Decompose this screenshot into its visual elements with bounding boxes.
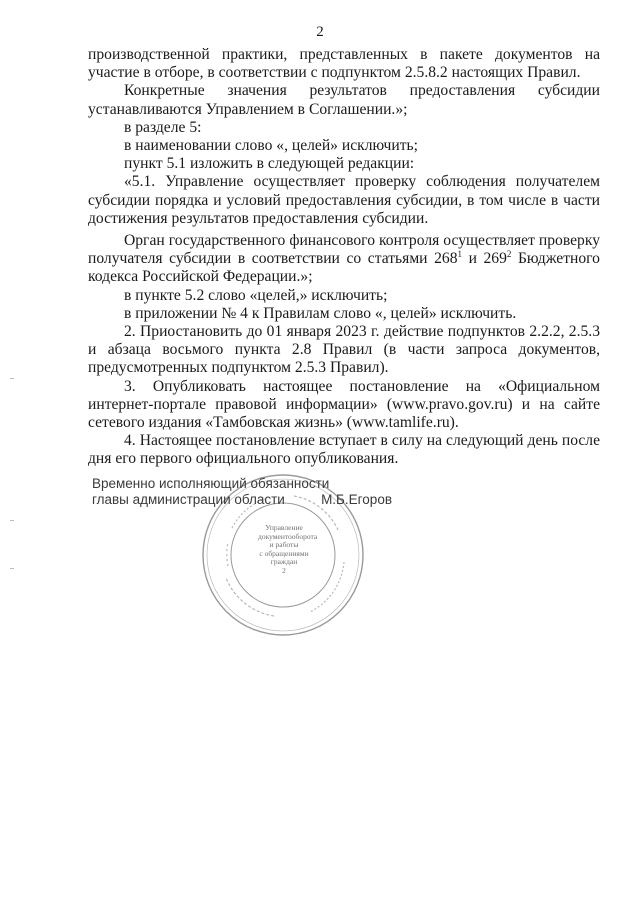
scan-margin-mark xyxy=(10,520,14,521)
paragraph-5: пункт 5.1 изложить в следующей редакции: xyxy=(124,155,415,173)
paragraph-10: 2. Приостановить до 01 января 2023 г. действие подпунктов 2.2.2, 2.5.3 и абзаца восьмого пункта 2.8 Правил (в части запроса документов, предусмотренных подпунктом 2.5.3 Правил). xyxy=(88,323,600,377)
document-body xyxy=(88,46,600,469)
paragraph-7-part-b: и 269 xyxy=(462,250,507,268)
stamp-line: и работы xyxy=(269,540,299,550)
paragraph-7 xyxy=(88,232,600,287)
paragraph-3: в разделе 5: xyxy=(124,118,202,136)
paragraph-2: Конкретные значения результатов предоставления субсидии устанавливаются Управлением в Соглашении.»; xyxy=(88,82,600,118)
page-number: 2 xyxy=(316,24,324,40)
signatory-title-line-1: Временно исполняющий обязанности xyxy=(92,476,330,491)
superscript-1: 1 xyxy=(457,249,462,260)
stamp-line: граждан xyxy=(270,557,298,567)
paragraph-8: в пункте 5.2 слово «целей,» исключить; xyxy=(124,286,388,304)
scan-margin-mark xyxy=(10,568,14,569)
stamp-text xyxy=(258,523,318,576)
signatory-name: М.Б.Егоров xyxy=(321,492,392,507)
paragraph-7-part-c: Бюджетного кодекса Российской Федерации.»; xyxy=(88,250,600,286)
stamp-line: Управление xyxy=(265,523,303,532)
stamp-line: с обращениями xyxy=(259,548,309,558)
stamp-line: 2 xyxy=(282,565,286,575)
signature-row xyxy=(92,492,392,508)
paragraph-7-part-a: Орган государственного финансового контроля осуществляет проверку получателя субсидии в соответствии со статьями 268 xyxy=(88,232,600,268)
signature-block xyxy=(92,476,512,508)
paragraph-1: производственной практики, представленных в пакете документов на участие в отборе, в соответствии с подпунктом 2.5.8.2 настоящих Правил. xyxy=(88,46,600,82)
paragraph-6: «5.1. Управление осуществляет проверку соблюдения получателем субсидии порядка и условий предоставления субсидии, в том числе в части достижения результатов предоставления субсидии. xyxy=(88,173,600,227)
paragraph-9: в приложении № 4 к Правилам слово «, целей» исключить. xyxy=(124,304,517,322)
stamp-line: документооборота xyxy=(258,531,318,541)
scan-margin-mark xyxy=(10,378,14,379)
paragraph-11: 3. Опубликовать настоящее постановление на «Официальном интернет-портале правовой информации» (www.pravo.gov.ru) и на сайте сетевого издания «Тамбовская жизнь» (www.tamlife.ru). xyxy=(88,377,600,432)
paragraph-4: в наименовании слово «, целей» исключить; xyxy=(124,137,418,155)
superscript-2: 2 xyxy=(506,249,512,260)
signatory-title-line-2: главы администрации области xyxy=(92,492,285,507)
paragraph-12: 4. Настоящее постановление вступает в силу на следующий день после дня его первого официального опубликования. xyxy=(88,432,600,468)
